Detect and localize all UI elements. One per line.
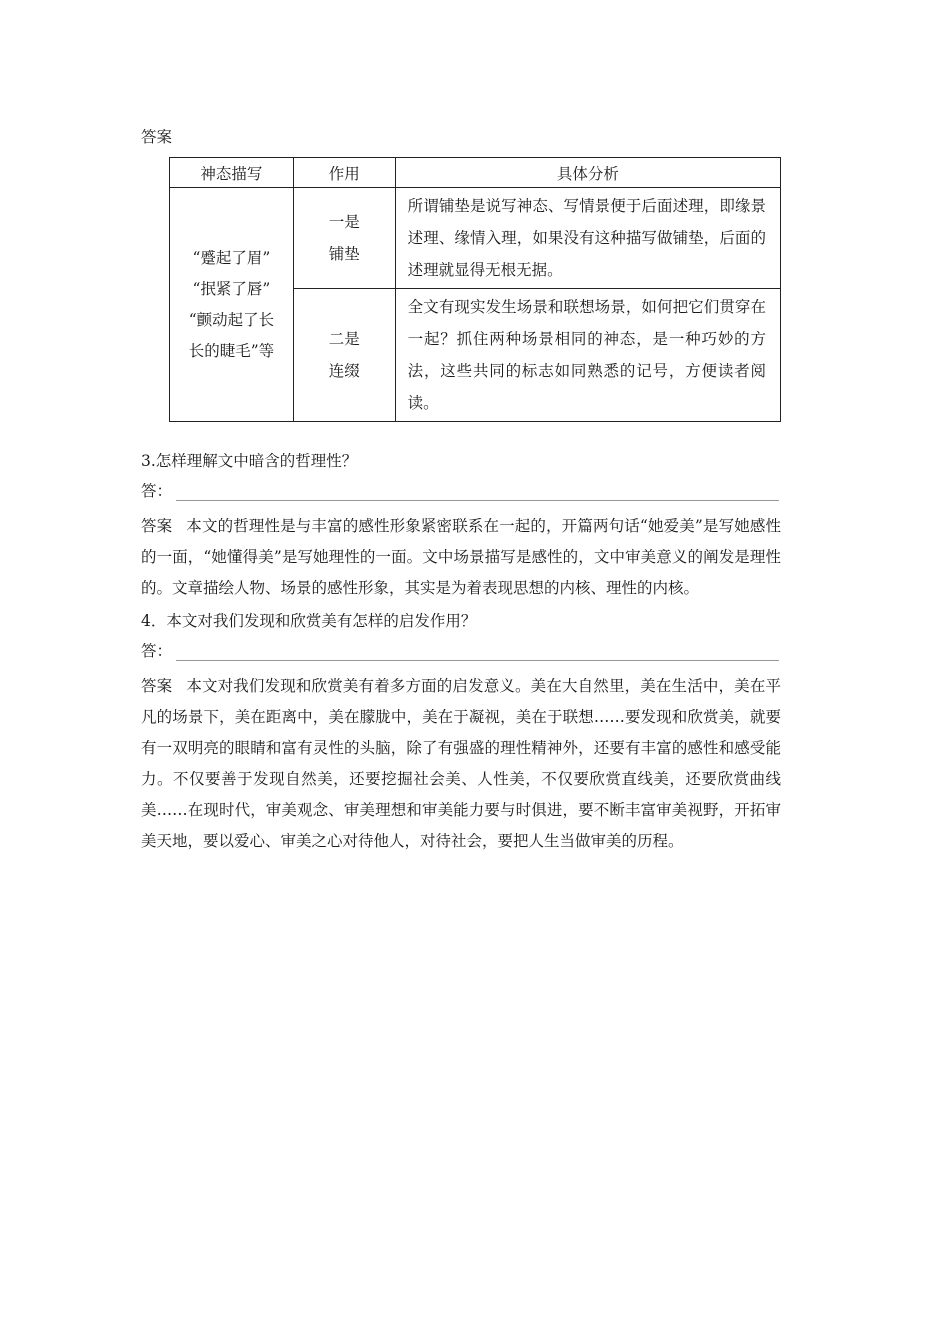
description-line: “抿紧了唇” [192, 279, 271, 298]
description-line: “蹙起了眉” [192, 248, 271, 267]
description-cell [170, 188, 294, 422]
analysis-cell: 全文有现实发生场景和联想场景，如何把它们贯穿在一起？抓住两种场景相同的神态，是一种巧妙的方法，这些共同的标志如同熟悉的记号，方便读者阅读。 [395, 289, 780, 422]
role-line: 二是 [328, 330, 360, 348]
answer-text: 本文对我们发现和欣赏美有着多方面的启发意义。美在大自然里，美在生活中，美在平凡的场景下，美在距离中，美在朦胧中，美在于凝视，美在于联想……要发现和欣赏美，就要有一双明亮的眼睛和富有灵性的头脑，除了有强盛的理性精神外，还要有丰富的感性和感受能力。不仅要善于发现自然美，还要挖掘社会美、人性美，不仅要欣赏直线美，还要欣赏曲线美……在现时代，审美观念、审美理想和审美能力要与时俱进，要不断丰富审美视野，开拓审美天地，要以爱心、审美之心对待他人，对待社会，要把人生当做审美的历程。 [141, 677, 781, 850]
answer-blank-row [141, 479, 781, 501]
answer-blank-row [141, 639, 781, 661]
role-cell [293, 289, 395, 422]
answer-input-line[interactable] [176, 486, 779, 501]
answer-text: 本文的哲理性是与丰富的感性形象紧密联系在一起的，开篇两句话“她爱美”是写她感性的一面，“她懂得美”是写她理性的一面。文中场景描写是感性的，文中审美意义的阐发是理性的。文章描绘人物、场景的感性形象，其实是为着表现思想的内核、理性的内核。 [141, 517, 781, 597]
description-line: “颤动起了长 [188, 310, 275, 329]
header-analysis: 具体分析 [395, 158, 780, 188]
answer-paragraph-4 [141, 671, 781, 857]
header-description: 神态描写 [170, 158, 294, 188]
role-line: 一是 [328, 213, 360, 231]
answer-label: 答案 [141, 128, 173, 146]
document-page [141, 126, 781, 857]
question-3: 3.怎样理解文中暗含的哲理性？ [141, 452, 358, 470]
analysis-table [169, 157, 781, 422]
table-row [170, 188, 781, 289]
answer-paragraph-3 [141, 511, 781, 604]
role-cell [293, 188, 395, 289]
role-line: 铺垫 [328, 245, 360, 263]
answer-prompt: 答： [141, 642, 173, 660]
role-line: 连缀 [328, 362, 360, 380]
answer-tag: 答案 [141, 517, 173, 535]
analysis-cell: 所谓铺垫是说写神态、写情景便于后面述理，即缘景述理、缘情入理，如果没有这种描写做铺垫，后面的述理就显得无根无据。 [395, 188, 780, 289]
header-role: 作用 [293, 158, 395, 188]
answer-tag: 答案 [141, 677, 173, 695]
description-line: 长的睫毛”等 [188, 341, 275, 360]
question-4: 4．本文对我们发现和欣赏美有怎样的启发作用？ [141, 612, 477, 630]
answer-prompt: 答： [141, 482, 173, 500]
table-header-row [170, 158, 781, 188]
answer-input-line[interactable] [176, 646, 779, 661]
